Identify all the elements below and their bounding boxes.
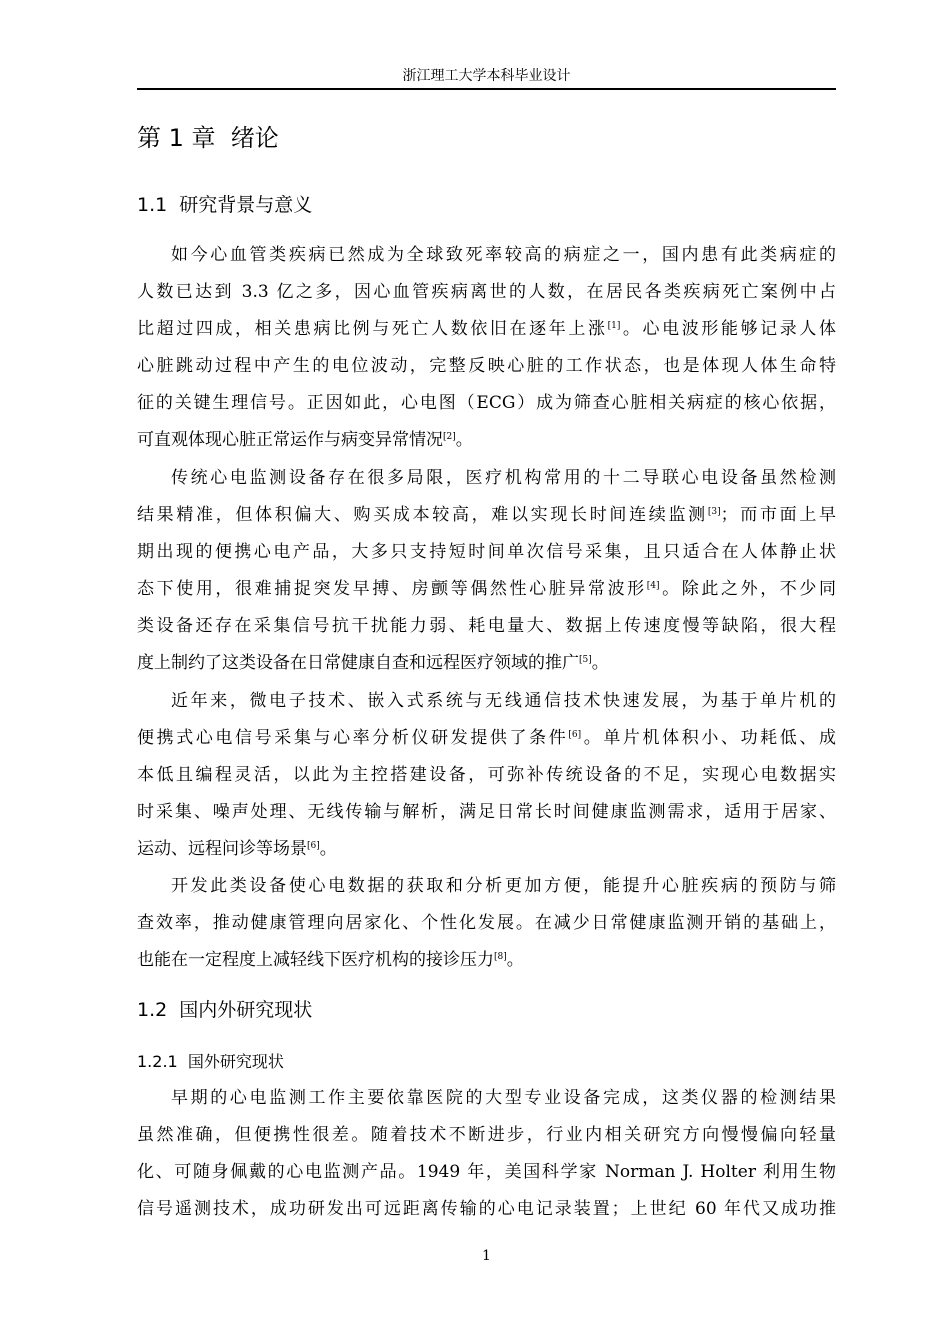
line-text: 也能在一定程度上减轻线下医疗机构的接诊压力 — [137, 950, 494, 970]
paragraph-line — [137, 683, 836, 720]
line-text: 期出现的便携心电产品，大多只支持短时间单次信号采集，且只适合在人体静止状 — [137, 542, 836, 562]
citation-ref: [6] — [307, 841, 320, 851]
citation-ref: [8] — [494, 952, 507, 962]
paragraph-line — [137, 645, 836, 682]
line-text: 人数已达到 3.3 亿之多，因心血管疾病离世的人数，在居民各类疾病死亡案例中占 — [137, 282, 836, 302]
paragraph — [137, 868, 836, 979]
line-text: 。心电波形能够记录人体 — [620, 319, 837, 339]
paragraph-line — [137, 1117, 836, 1154]
line-text: 虽然准确，但便携性很差。随着技术不断进步，行业内相关研究方向慢慢偏向轻量 — [137, 1125, 836, 1145]
paragraph — [137, 460, 836, 682]
line-text: 结果精准，但体积偏大、购买成本较高，难以实现长时间连续监测 — [137, 505, 708, 525]
line-text: ；而市面上早 — [720, 505, 837, 525]
line-text: 类设备还存在采集信号抗干扰能力弱、耗电量大、数据上传速度慢等缺陷，很大程 — [137, 616, 836, 636]
paragraph-line — [137, 868, 836, 905]
line-text: 便携式心电信号采集与心率分析仪研发提供了条件 — [137, 728, 569, 748]
line-text: 。 — [319, 839, 337, 859]
running-header: 浙江理工大学本科毕业设计 — [402, 68, 571, 84]
paragraph-line — [137, 757, 836, 794]
paragraph-line — [137, 385, 836, 422]
line-text: 近年来，微电子技术、嵌入式系统与无线通信技术快速发展，为基于单片机的 — [171, 691, 836, 711]
paragraph-line — [137, 274, 836, 311]
line-text: 可直观体现心脏正常运作与病变异常情况 — [137, 430, 443, 450]
line-text: 度上制约了这类设备在日常健康自查和远程医疗领域的推广 — [137, 653, 579, 673]
line-text: 征的关键生理信号。正因如此，心电图（ECG）成为筛查心脏相关病症的核心依据， — [137, 393, 836, 413]
line-text: 化、可随身佩戴的心电监测产品。1949 年，美国科学家 Norman J. Holter 利用生物 — [137, 1162, 836, 1182]
citation-ref: [3] — [707, 507, 721, 517]
paragraph-line — [137, 794, 836, 831]
paragraph-line — [137, 571, 836, 608]
paragraph-line — [137, 905, 836, 942]
paragraph-line — [137, 720, 836, 757]
line-text: 运动、远程问诊等场景 — [137, 839, 307, 859]
line-text: 。 — [591, 653, 609, 673]
paragraph-line — [137, 1191, 836, 1228]
section-heading: 1.2 国内外研究现状 — [137, 999, 313, 1021]
paragraph-line — [137, 942, 836, 979]
paragraph-line — [137, 311, 836, 348]
paragraph — [137, 1080, 836, 1228]
paragraph — [137, 237, 836, 459]
paragraph-line — [137, 460, 836, 497]
line-text: 比超过四成，相关患病比例与死亡人数依旧在逐年上涨 — [137, 319, 608, 339]
page-number: 1 — [482, 1248, 491, 1264]
line-text: 如今心血管类疾病已然成为全球致死率较高的病症之一，国内患有此类病症的 — [171, 245, 836, 265]
citation-ref: [4] — [646, 581, 660, 591]
line-text: 查效率，推动健康管理向居家化、个性化发展。在减少日常健康监测开销的基础上， — [137, 913, 836, 933]
line-text: 本低且编程灵活，以此为主控搭建设备，可弥补传统设备的不足，实现心电数据实 — [137, 765, 836, 785]
line-text: 开发此类设备使心电数据的获取和分析更加方便，能提升心脏疾病的预防与筛 — [171, 876, 836, 896]
line-text: 早期的心电监测工作主要依靠医院的大型专业设备完成，这类仪器的检测结果 — [171, 1088, 836, 1108]
line-text: 。除此之外，不少同 — [659, 579, 837, 599]
section-heading: 1.1 研究背景与意义 — [137, 194, 313, 216]
paragraph-line — [137, 422, 836, 459]
citation-ref: [5] — [579, 655, 592, 665]
paragraph-line — [137, 1154, 836, 1191]
paragraph-line — [137, 534, 836, 571]
line-text: 。 — [455, 430, 473, 450]
paragraph-line — [137, 1080, 836, 1117]
citation-ref: [2] — [443, 432, 456, 442]
line-text: 态下使用，很难捕捉突发早搏、房颤等偶然性心脏异常波形 — [137, 579, 647, 599]
line-text: 心脏跳动过程中产生的电位波动，完整反映心脏的工作状态，也是体现人体生命特 — [137, 356, 836, 376]
citation-ref: [6] — [568, 730, 582, 740]
paragraph-line — [137, 497, 836, 534]
line-text: 。 — [506, 950, 524, 970]
line-text: 信号遥测技术，成功研发出可远距离传输的心电记录装置；上世纪 60 年代又成功推 — [137, 1199, 836, 1219]
chapter-title: 第 1 章 绪论 — [137, 124, 279, 152]
paragraph-line — [137, 348, 836, 385]
paragraph — [137, 683, 836, 868]
citation-ref: [1] — [607, 321, 621, 331]
paragraph-line — [137, 237, 836, 274]
paragraph-line — [137, 831, 836, 868]
paragraph-line — [137, 608, 836, 645]
line-text: 传统心电监测设备存在很多局限，医疗机构常用的十二导联心电设备虽然检测 — [171, 468, 836, 488]
subsection-heading: 1.2.1 国外研究现状 — [137, 1052, 284, 1071]
line-text: 。单片机体积小、功耗低、成 — [581, 728, 837, 748]
line-text: 时采集、噪声处理、无线传输与解析，满足日常长时间健康监测需求，适用于居家、 — [137, 802, 836, 822]
header-rule — [137, 88, 836, 90]
